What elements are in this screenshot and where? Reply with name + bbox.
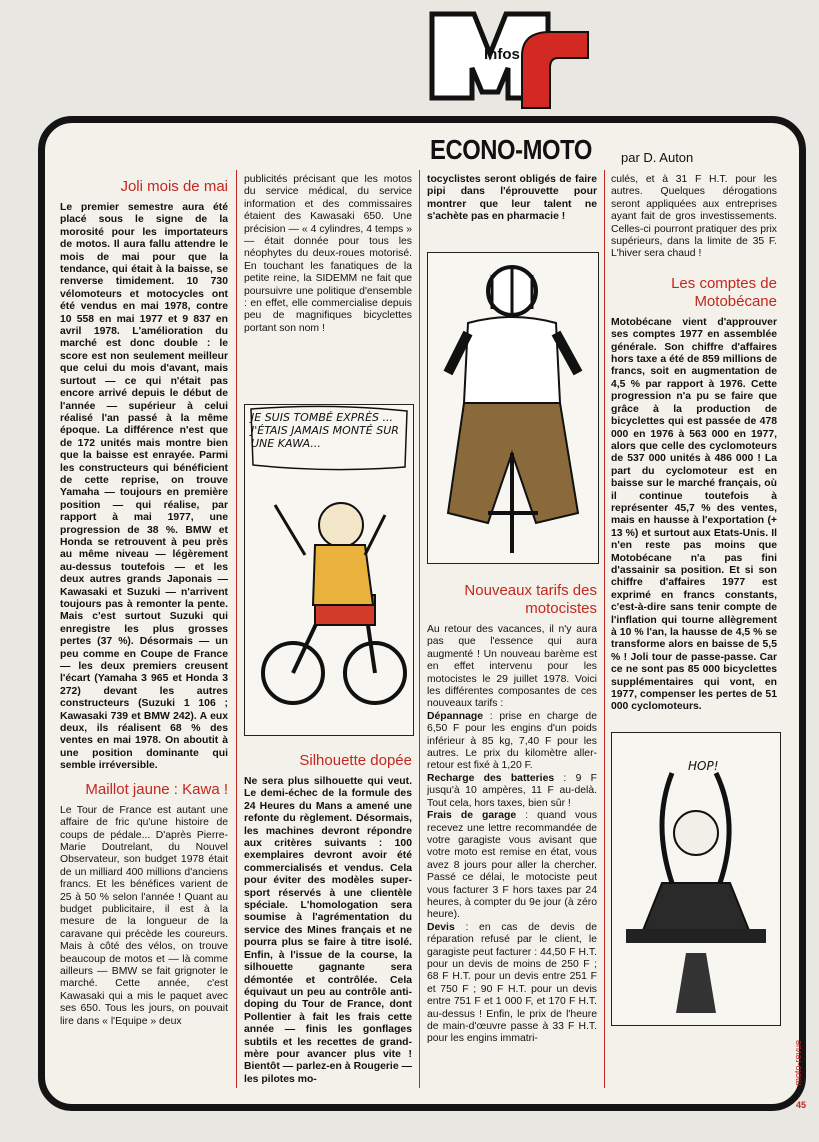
- article-text: Motobécane vient d'approuver ses comptes 1977 en assemblée générale. Son chiffre d'affaires hors taxe a été de 859 millions de francs, soit en augmentation de 4,5 % par rapport à 1976. Cette progression n'a pu se faire que grâce à la production de bicyclettes qui est passée de 478 000 en 1976 à 563 000 en 1977, alors que celle des cyclomoteurs de 537 000 unités à 486 000 ! La part du cyclomoteur est en baisse sur le marché français, où il continue toutefois à représenter 45,7 % des ventes, mais en hausse à l'exportation (+ 13 %) et surtout aux Etats-Unis. Il n'en reste pas moins que Motobécane n'a pas fini d'assainir sa position. Et si son chiffre d'affaires 1977 est exprimé en francs constants, c'est-à-dire sans tenir compte de l'inflation qui tourne allègrement à 10 % l'an, la hausse de 4,5 % se transforme alors en baisse de 5,5 % ! Joli tour de passe-passe. Car ce ne sont pas 85 000 bicyclettes supplémentaires qui vont, en 1977, compenser les pertes de 51 000 cyclomoteurs.: [611, 316, 777, 713]
- column-1: [60, 174, 228, 1086]
- tarif-batteries: [427, 773, 597, 810]
- column-2-lower: [244, 748, 412, 1088]
- tarif-garage: [427, 810, 597, 922]
- cartoon-cyclist: [427, 252, 599, 564]
- article-text: Le Tour de France est autant une affaire de fric qu'une histoire de coups de pédale... D'après Pierre-Marie Doutrelant, du Nouvel Observateur, son budget 1978 était de un milliard 400 millions d'anciens francs. Et les bénéfices varient de 25 à 50 % selon l'année ! Quant au budget publicitaire, il est à la mesure de la longueur de la caravane qui précède les coureurs. Mais à côté des vélos, on trouve beaucoup de motos et — là comme ailleurs — BMW se fait grignoter le marché. Cette année, c'est Kawasaki qui a mis le paquet avec ses 650. Tous les jours, on pouvait lire dans « l'Equipe » deux: [60, 804, 228, 1027]
- tarif-text: : prise en charge de 6,50 F pour les engins d'un poids inférieur à 85 kg, 7,40 F pour les autres. Le prix du kilomètre aller-retour est fixé à 1,20 F.: [427, 710, 597, 772]
- heading-comptes-motobecane: Les comptes de Motobécane: [671, 274, 777, 310]
- tarif-depannage: [427, 711, 597, 773]
- heading-silhouette-dopee: Silhouette dopée: [299, 752, 412, 769]
- cartoon-motorcyclist: [244, 404, 414, 736]
- heading-maillot-jaune: Maillot jaune : Kawa !: [85, 780, 228, 798]
- column-rule: [419, 170, 420, 1088]
- column-3-lower: [427, 578, 597, 1090]
- article-text: Ne sera plus silhouette qui veut. Le demi-échec de la formule des 24 Heures du Mans a amené une refonte du règlement. Désormais, les machines devront répondre aux critères suivants : 100 exemplaires devront avoir été commercialisés et vendus. Cela pour éviter des modèles super-sport réservés à une clientèle spéciale. L'homologation sera soumise à l'agrémentation du service des Mines français et ne pourra plus se faire à titre isolé. Enfin, à l'issue de la course, la silhouette gagnante sera démontée et contrôlée. Cela équivaut un peu au contrôle anti-doping du Tour de France, dont Pollentier à fait les frais cette année — finis les gonflages subtils et les recettes de grand-mère pour avancer plus vite ! Bientôt — parlez-en à Rougerie — les pilotes mo-: [244, 776, 412, 1085]
- tarif-text: : quand vous recevez une lettre recommandée de votre garagiste vous avisant que votre moto est remise en état, vous avez 8 jours pour aller la chercher. Passé ce délai, le motociste peut vous facturer 3 F hors taxes par 24 heures, à compter du 9e jour (à zéro heure).: [427, 810, 597, 921]
- heading-joli-mois-de-mai: Joli mois de mai: [120, 178, 228, 195]
- article-text: publicités précisant que les motos du service médical, du service information et des commissaires étaient des Kawasaki 650. Une précision — « 4 cylindres, 4 temps » — était donnée pour tous les néophytes du deux-roues motorisé. En touchant les fanatiques de la petite reine, la SIDEMM ne fait que poursuivre une politique d'ensemble : en effet, elle commercialise depuis peu de magnifiques bicyclettes portant son nom !: [244, 174, 412, 334]
- tarif-devis: [427, 922, 597, 1046]
- byline: par D. Auton: [621, 150, 694, 165]
- cyclist-cartoon-icon: [428, 253, 598, 563]
- heading-nouveaux-tarifs: Nouveaux tarifs des motocistes: [464, 582, 597, 617]
- logo-word: Infos: [484, 46, 520, 63]
- sound-effect-text: HOP!: [688, 759, 719, 773]
- column-rule: [604, 170, 605, 1088]
- tarif-label: Dépannage: [427, 710, 484, 722]
- article-text: Au retour des vacances, il n'y aura pas que l'essence qui aura augmenté ! Un nouveau barème est en effet intervenu pour les motocistes le 29 juillet 1978. Voici les différentes composantes de ces nouveaux tarifs :: [427, 624, 597, 710]
- tarif-text: : en cas de devis de réparation refusé par le client, le garagiste peut facturer : 44,50 F H.T. pour un devis de moins de 250 F ; 68 F H.T. pour un devis entre 251 F et 750 F ; 90 F H.T. pour un devis entre 751 F et 1 000 F, et 170 F H.T. au-dessus ! Enfin, le prix de l'heure de main-d'œuvre passe à 33 F H.T. pour les engins immatri-: [427, 921, 597, 1045]
- tarif-label: Devis: [427, 921, 455, 933]
- column-2: [244, 174, 412, 374]
- magician-hat-icon: [612, 733, 780, 1025]
- motorcycle-cartoon-icon: [245, 405, 413, 735]
- page-title: ECONO-MOTO: [430, 134, 592, 165]
- column-4: [611, 174, 777, 722]
- tarif-text: : 9 F jusqu'à 10 ampères, 11 F au-delà. Tout cela, hors taxes, bien sûr !: [427, 772, 597, 809]
- tarif-label: Frais de garage: [427, 810, 517, 822]
- column-rule: [236, 170, 237, 1088]
- page-number: 45: [796, 1100, 807, 1110]
- publication-mark: moto-revue: [793, 1040, 803, 1086]
- article-text: tocyclistes seront obligés de faire pipi dans l'éprouvette pour montrer que leur talent ne s'achète pas en pharmacie !: [427, 174, 597, 223]
- article-text: Le premier semestre aura été placé sous le signe de la morosité pour les importateurs de motos. Il aura fallu attendre le mois de mai pour que la tendance, qui était à la baisse, se renverse timidement. 10 730 vélomoteurs et motocycles ont été vendus en mai 1978, contre 10 558 en mai 1977 et 9 837 en avril 1978. L'amélioration du marché est donc double : le score est non seulement meilleur que celui du mois d'avant, mais surtout — ce qui n'était pas encore arrivé depuis le début de l'année — supérieur à celui réalisé l'an passé à la même époque. La différence n'est que de 172 unités mais montre bien que la baisse est enrayée. Parmi les constructeurs qui bénéficient de cette reprise, on trouve Yamaha — toujours en première position — qui réalise, par rapport à mai 1977, une progression de 38 %. BMW et Honda se retrouvent à peu près au même niveau — légèrement au-dessus toutefois — et les deux autres grands Japonais — Kawasaki et Suzuki — n'arrivent toujours pas à remonter la pente. Mais c'est surtout Suzuki qui enregistre les plus grosses pertes (37 %). Désormais — un peu comme en Coupe de France — les deux premiers creusent l'écart (Yamaha 3 965 et Honda 3 272) devant les autres constructeurs (Suzuki 1 106 ; Kawasaki 739 et BMW 242). A eux deux, ils réalisent 68 % des ventes en mai 1978. On aboutit à une position dominante qui semble irréversible.: [60, 202, 228, 772]
- column-3: [427, 174, 597, 244]
- article-text: culés, et à 31 F H.T. pour les autres. Quelques dérogations seront appliquées aux entreprises ayant fait de gros investissements. Celles-ci pourront pratiquer des prix supérieurs, dans la limite de 35 F. L'hiver sera chaud !: [611, 174, 777, 260]
- cartoon-magician: [611, 732, 781, 1026]
- speech-bubble: JE SUIS TOMBÉ EXPRÈS ... J'ÉTAIS JAMAIS MONTÉ SUR UNE KAWA...: [251, 411, 399, 450]
- tarif-label: Recharge des batteries: [427, 772, 555, 784]
